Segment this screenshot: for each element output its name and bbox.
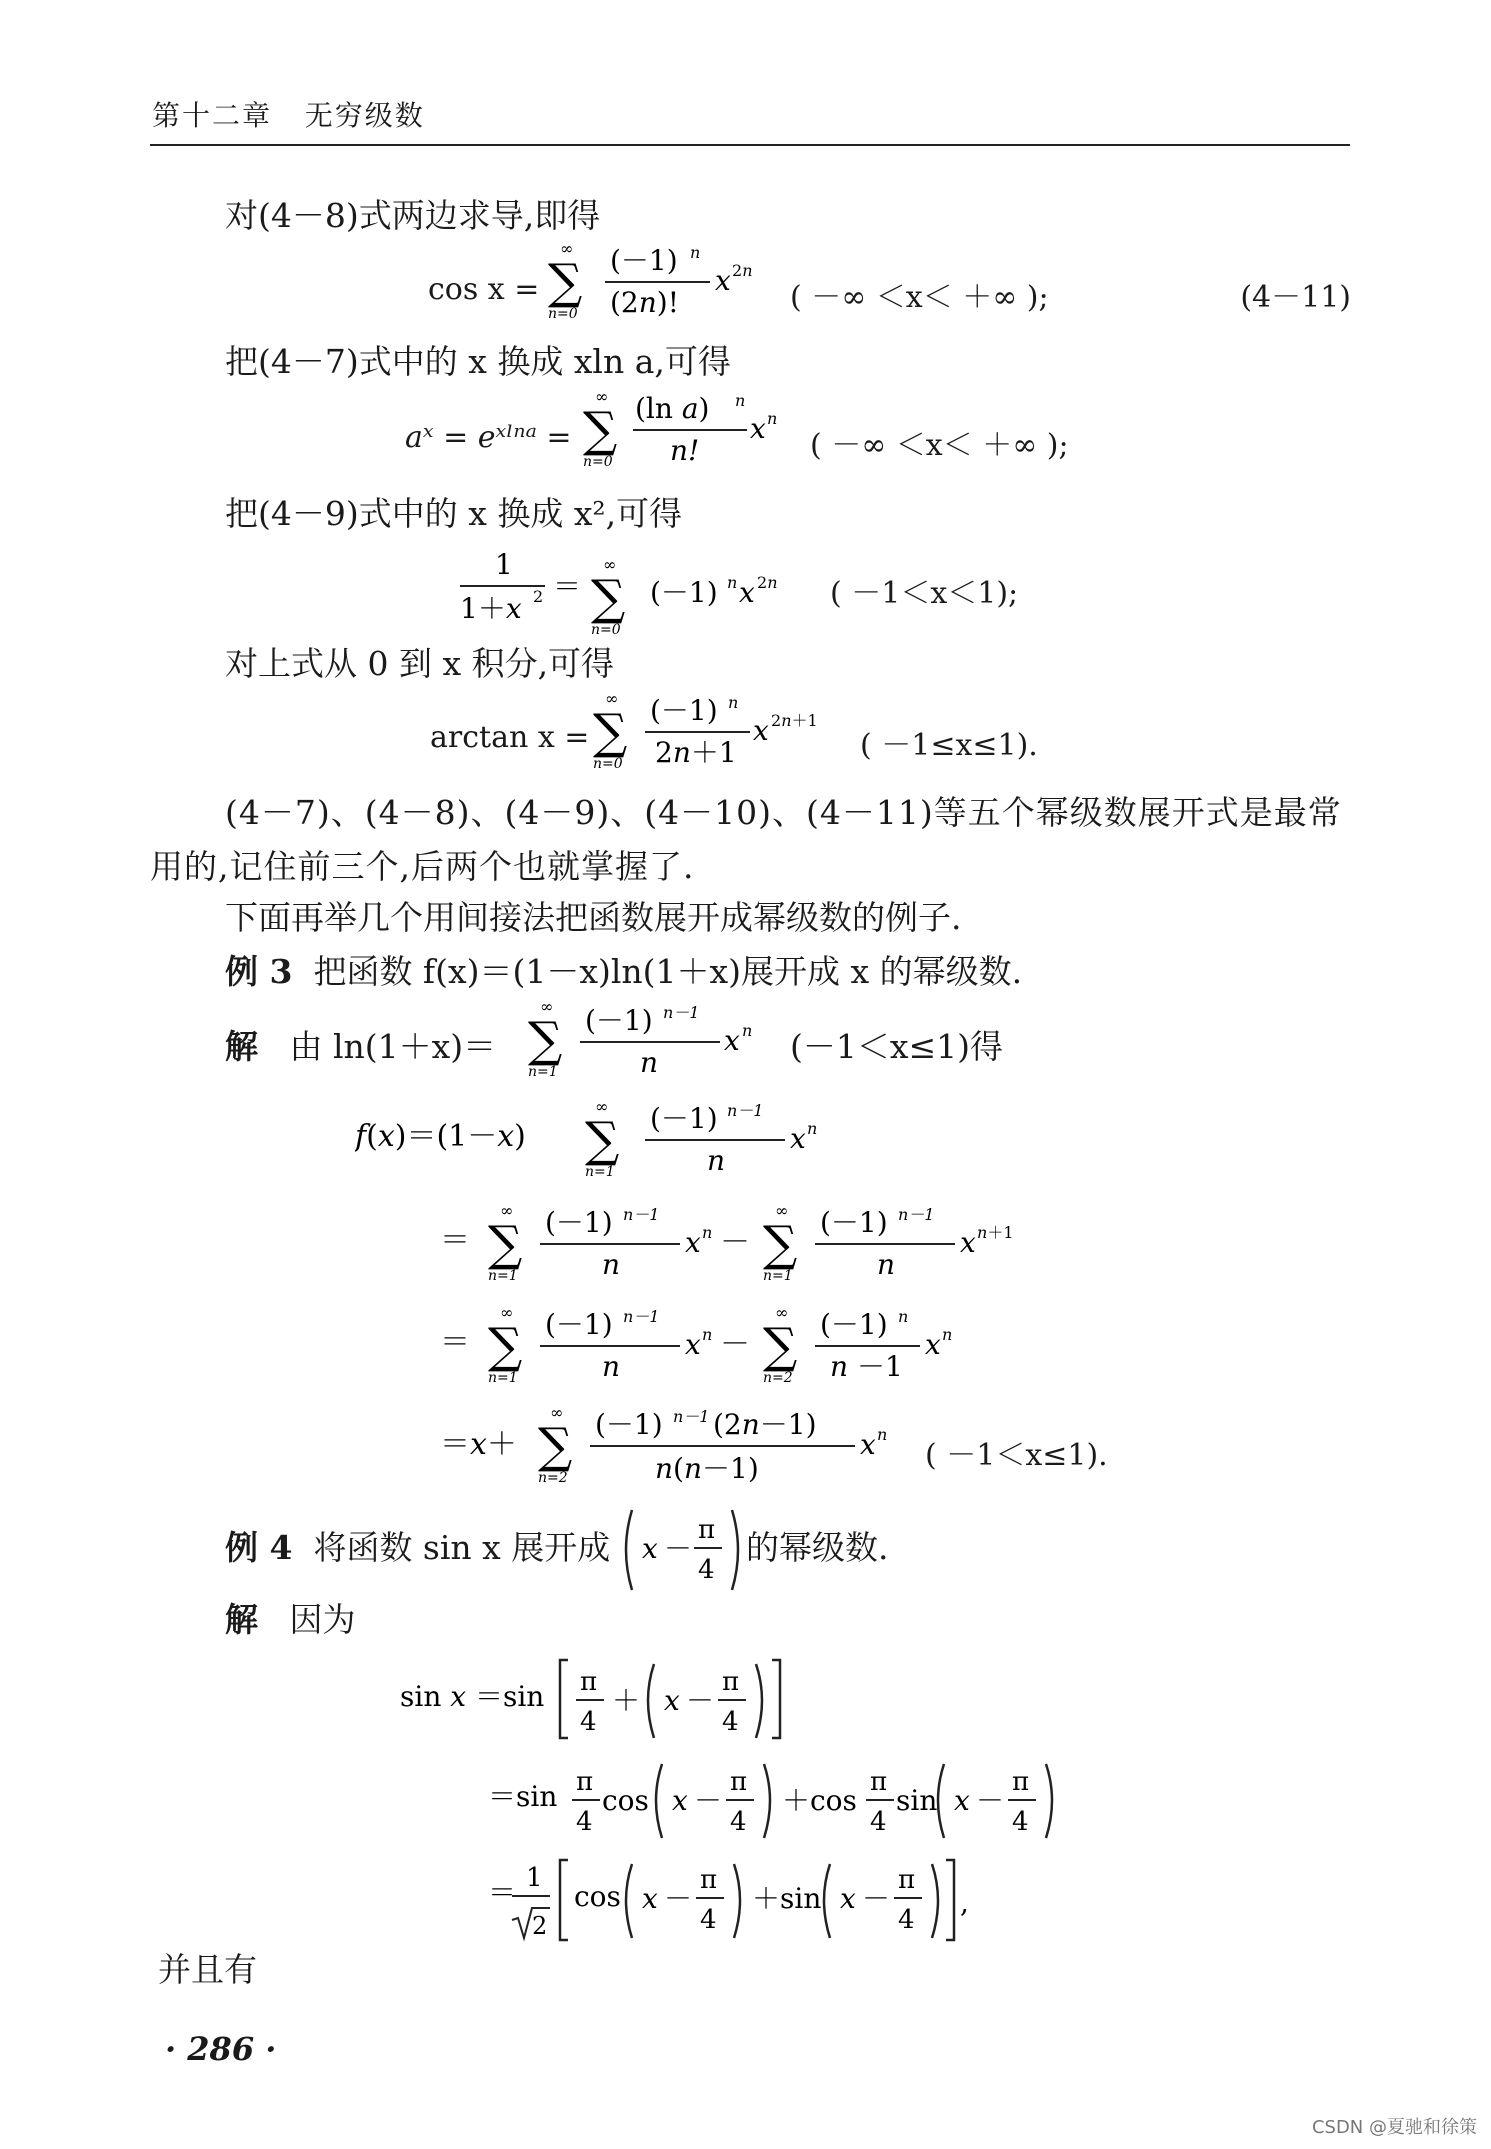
svg-text:n: n bbox=[942, 1325, 953, 1344]
svg-text:n －1: n －1 bbox=[830, 1350, 903, 1383]
svg-text:π: π bbox=[700, 1865, 718, 1895]
svg-text:x: x bbox=[954, 1784, 970, 1817]
svg-text:π: π bbox=[730, 1767, 748, 1797]
svg-text:n=0: n=0 bbox=[593, 756, 623, 772]
svg-text:4: 4 bbox=[898, 1905, 915, 1935]
eq-ax-series bbox=[575, 388, 795, 488]
eq-cos-number: (4－11) bbox=[1240, 280, 1351, 315]
svg-text:x: x bbox=[642, 1532, 658, 1565]
svg-text:∞: ∞ bbox=[500, 1201, 514, 1220]
svg-text:n: n bbox=[742, 1021, 753, 1040]
svg-text:(－1): (－1) bbox=[650, 576, 718, 609]
svg-text:n: n bbox=[602, 1350, 621, 1383]
svg-text:x: x bbox=[753, 714, 769, 747]
svg-text:n－1: n－1 bbox=[623, 1205, 660, 1224]
svg-text:＝sin: ＝sin bbox=[488, 1780, 558, 1813]
svg-text:π: π bbox=[898, 1865, 916, 1895]
svg-text:n=2: n=2 bbox=[763, 1370, 793, 1386]
eq-ln-series bbox=[520, 998, 770, 1098]
svg-text:(－1): (－1) bbox=[585, 1004, 653, 1037]
svg-text:∑: ∑ bbox=[763, 1318, 798, 1374]
svg-text:∞: ∞ bbox=[605, 690, 619, 708]
solution-4-label: 解 bbox=[225, 1600, 258, 1639]
svg-text:n=0: n=0 bbox=[591, 622, 621, 638]
svg-text:n－1: n－1 bbox=[898, 1205, 935, 1224]
svg-text:∞: ∞ bbox=[595, 1097, 609, 1116]
svg-text:4: 4 bbox=[698, 1555, 715, 1585]
sin-line-1 bbox=[400, 1660, 780, 1738]
svg-text:cos: cos bbox=[574, 1880, 621, 1913]
derivation-line-1 bbox=[355, 1097, 817, 1180]
svg-text:,: , bbox=[960, 1886, 969, 1919]
svg-text:π: π bbox=[576, 1767, 594, 1797]
text-line-2: 把(4－7)式中的 x 换成 xln a,可得 bbox=[225, 342, 731, 381]
svg-text:(－1): (－1) bbox=[820, 1206, 888, 1239]
svg-text:n－1: n－1 bbox=[663, 1003, 700, 1022]
eq-ax-lhs: aˣ = eˣˡⁿᵃ = bbox=[405, 420, 572, 455]
svg-text:(－1): (－1) bbox=[650, 694, 718, 727]
svg-text:(－1): (－1) bbox=[610, 244, 678, 277]
eq-sin-derivation bbox=[400, 1650, 1100, 1950]
svg-text:n=1: n=1 bbox=[488, 1268, 518, 1284]
example-4-label: 例 4 bbox=[225, 1528, 293, 1567]
svg-text:x: x bbox=[685, 1328, 701, 1361]
sin-line-2 bbox=[488, 1764, 1052, 1838]
svg-text:π: π bbox=[870, 1767, 888, 1797]
svg-text:4: 4 bbox=[580, 1707, 597, 1737]
svg-text:∑: ∑ bbox=[548, 254, 583, 310]
svg-text:n: n bbox=[690, 243, 701, 262]
svg-text:4: 4 bbox=[700, 1905, 717, 1935]
example-3-label: 例 3 bbox=[225, 952, 293, 991]
svg-text:－: － bbox=[862, 1882, 891, 1915]
svg-text:4: 4 bbox=[576, 1807, 593, 1837]
eq-shift-term bbox=[618, 1500, 748, 1600]
svg-text:n: n bbox=[640, 1046, 659, 1079]
svg-text:＋cos: ＋cos bbox=[782, 1784, 857, 1817]
svg-text:＝: ＝ bbox=[440, 1223, 470, 1258]
svg-text:＋sin: ＋sin bbox=[752, 1882, 822, 1915]
svg-text:4: 4 bbox=[722, 1707, 739, 1737]
svg-text:(－1): (－1) bbox=[595, 1408, 663, 1441]
svg-text:x: x bbox=[664, 1684, 680, 1717]
svg-text:4: 4 bbox=[1012, 1807, 1029, 1837]
svg-text:n: n bbox=[807, 1119, 818, 1138]
svg-text:2: 2 bbox=[533, 587, 544, 606]
svg-text:x: x bbox=[724, 1024, 740, 1057]
svg-text:n＋1: n＋1 bbox=[977, 1223, 1014, 1242]
watermark: CSDN @夏驰和徐策 bbox=[1311, 2117, 1477, 2138]
eq-arctan-series bbox=[585, 690, 845, 790]
svg-text:－: － bbox=[694, 1784, 723, 1817]
svg-text:π: π bbox=[1012, 1767, 1030, 1797]
svg-text:∞: ∞ bbox=[560, 240, 574, 258]
svg-text:∑: ∑ bbox=[488, 1318, 523, 1374]
svg-text:－: － bbox=[664, 1882, 693, 1915]
solution-3-tail: (－1＜x≤1)得 bbox=[790, 1027, 1004, 1066]
svg-text:2n＋1: 2n＋1 bbox=[771, 711, 818, 730]
eq-f-range: ( －1＜x≤1). bbox=[925, 1438, 1108, 1473]
svg-text:(－1): (－1) bbox=[820, 1308, 888, 1341]
eq-arctan-range: ( －1≤x≤1). bbox=[860, 728, 1038, 763]
svg-text:n(n－1): n(n－1) bbox=[655, 1452, 759, 1485]
svg-text:n=0: n=0 bbox=[548, 306, 578, 322]
paragraph-summary: (4－7)、(4－8)、(4－9)、(4－10)、(4－11)等五个幂级数展开式是最常用的,记住前三个,后两个也就掌握了. bbox=[150, 793, 1342, 886]
solution-4-intro bbox=[225, 1600, 355, 1640]
svg-text:(ln a): (ln a) bbox=[635, 392, 710, 425]
svg-text:x: x bbox=[790, 1122, 806, 1155]
svg-text:4: 4 bbox=[730, 1807, 747, 1837]
svg-text:∑: ∑ bbox=[528, 1012, 563, 1068]
svg-text:n=1: n=1 bbox=[763, 1268, 793, 1284]
svg-text:＝: ＝ bbox=[440, 1325, 470, 1360]
svg-text:n: n bbox=[702, 1325, 713, 1344]
header-rule bbox=[150, 144, 1350, 146]
svg-text:n=0: n=0 bbox=[583, 454, 613, 470]
svg-text:n: n bbox=[707, 1144, 726, 1177]
text-line-5: 下面再举几个用间接法把函数展开成幂级数的例子. bbox=[225, 898, 962, 937]
svg-text:x: x bbox=[925, 1328, 941, 1361]
svg-text:∑: ∑ bbox=[593, 704, 628, 760]
svg-text:－: － bbox=[686, 1684, 715, 1717]
svg-text:n: n bbox=[735, 391, 746, 410]
example-3-text: 把函数 f(x)＝(1－x)ln(1＋x)展开成 x 的幂级数. bbox=[313, 952, 1023, 991]
svg-text:n－1: n－1 bbox=[673, 1407, 710, 1426]
solution-4-text: 因为 bbox=[289, 1600, 356, 1639]
svg-text:1＋x: 1＋x bbox=[460, 592, 522, 625]
text-line-1: 对(4－8)式两边求导,即得 bbox=[225, 196, 601, 235]
svg-text:4: 4 bbox=[870, 1807, 887, 1837]
svg-text:∞: ∞ bbox=[550, 1403, 564, 1422]
svg-text:∞: ∞ bbox=[603, 555, 617, 574]
chapter-title: 无穷级数 bbox=[304, 99, 425, 132]
svg-text:f(x)＝(1－x): f(x)＝(1－x) bbox=[355, 1119, 526, 1154]
svg-text:sin: sin bbox=[896, 1784, 938, 1817]
text-line-3: 把(4－9)式中的 x 换成 x²,可得 bbox=[225, 494, 683, 533]
derivation-line-2 bbox=[440, 1201, 1014, 1284]
svg-text:1: 1 bbox=[526, 1863, 543, 1893]
svg-text:2n＋1: 2n＋1 bbox=[655, 736, 737, 769]
svg-text:2n: 2n bbox=[732, 261, 753, 280]
svg-text:＝x＋: ＝x＋ bbox=[440, 1427, 517, 1462]
svg-text:∞: ∞ bbox=[540, 998, 554, 1016]
svg-text:(2n)!: (2n)! bbox=[610, 286, 679, 319]
svg-text:x: x bbox=[750, 412, 766, 445]
page-number: · 286 · bbox=[165, 2030, 277, 2068]
chapter-label: 第十二章 bbox=[152, 99, 273, 132]
svg-text:∑: ∑ bbox=[538, 1418, 573, 1474]
svg-text:∞: ∞ bbox=[775, 1201, 789, 1220]
svg-text:n: n bbox=[728, 693, 739, 712]
svg-text:n=2: n=2 bbox=[538, 1470, 568, 1486]
svg-text:(－1): (－1) bbox=[650, 1102, 718, 1135]
svg-text:n: n bbox=[767, 409, 778, 428]
chapter-header bbox=[152, 94, 425, 134]
eq-inv-range: ( －1＜x＜1); bbox=[830, 576, 1019, 611]
svg-text:(－1): (－1) bbox=[545, 1206, 613, 1239]
svg-text:x: x bbox=[715, 264, 731, 297]
svg-text:－: － bbox=[720, 1327, 750, 1362]
example-4 bbox=[225, 1528, 610, 1568]
text-last-line: 并且有 bbox=[158, 1950, 257, 1989]
svg-text:＋: ＋ bbox=[612, 1684, 641, 1717]
svg-text:x: x bbox=[960, 1226, 976, 1259]
text-line-4: 对上式从 0 到 x 积分,可得 bbox=[225, 644, 615, 683]
svg-text:2: 2 bbox=[532, 1912, 548, 1940]
svg-text:π: π bbox=[722, 1667, 740, 1697]
svg-text:n: n bbox=[602, 1248, 621, 1281]
svg-text:∑: ∑ bbox=[583, 402, 618, 458]
svg-text:x: x bbox=[840, 1882, 856, 1915]
sin-line-3 bbox=[488, 1860, 969, 1940]
svg-text:∞: ∞ bbox=[500, 1303, 514, 1322]
solution-3-intro bbox=[225, 1027, 496, 1067]
svg-text:＝: ＝ bbox=[553, 570, 582, 603]
svg-text:n=1: n=1 bbox=[528, 1064, 558, 1080]
svg-text:π: π bbox=[580, 1667, 598, 1697]
svg-text:x: x bbox=[739, 576, 755, 609]
svg-text:n: n bbox=[877, 1425, 888, 1444]
svg-text:∑: ∑ bbox=[763, 1216, 798, 1272]
eq-cos-range: ( －∞ ＜x＜ ＋∞ ); bbox=[790, 280, 1049, 315]
svg-text:n: n bbox=[877, 1248, 896, 1281]
example-4-text-a: 将函数 sin x 展开成 bbox=[313, 1528, 611, 1567]
svg-text:x: x bbox=[860, 1428, 876, 1461]
svg-text:sin x ＝sin: sin x ＝sin bbox=[400, 1680, 545, 1713]
eq-arctan-lhs: arctan x = bbox=[430, 720, 590, 755]
svg-text:∑: ∑ bbox=[488, 1216, 523, 1272]
svg-text:x: x bbox=[642, 1882, 658, 1915]
svg-text:∞: ∞ bbox=[775, 1303, 789, 1322]
svg-text:cos: cos bbox=[602, 1784, 649, 1817]
svg-text:n－1: n－1 bbox=[727, 1101, 764, 1120]
svg-text:n: n bbox=[727, 573, 738, 592]
eq-cos-series bbox=[540, 240, 780, 340]
svg-text:x: x bbox=[672, 1784, 688, 1817]
svg-text:∑: ∑ bbox=[585, 1112, 620, 1168]
svg-text:n－1: n－1 bbox=[623, 1307, 660, 1326]
svg-text:x: x bbox=[685, 1226, 701, 1259]
svg-text:n!: n! bbox=[670, 434, 700, 467]
svg-text:π: π bbox=[698, 1515, 716, 1545]
svg-text:－: － bbox=[720, 1225, 750, 1260]
eq-cos-lhs: cos x = bbox=[428, 272, 540, 307]
svg-text:1: 1 bbox=[495, 548, 513, 581]
derivation-line-3 bbox=[440, 1303, 952, 1386]
eq-ax-range: ( －∞ ＜x＜ ＋∞ ); bbox=[810, 428, 1069, 463]
svg-text:n=1: n=1 bbox=[585, 1164, 615, 1180]
svg-text:∞: ∞ bbox=[595, 388, 609, 406]
svg-text:(2n－1): (2n－1) bbox=[713, 1408, 817, 1441]
svg-text:＝: ＝ bbox=[488, 1876, 517, 1909]
example-3 bbox=[225, 952, 1022, 992]
example-4-text-b: 的幂级数. bbox=[746, 1528, 889, 1567]
eq-inv-series bbox=[455, 540, 815, 640]
svg-text:n: n bbox=[898, 1307, 909, 1326]
svg-text:－: － bbox=[976, 1784, 1005, 1817]
svg-text:2n: 2n bbox=[757, 573, 778, 592]
solution-3-label: 解 bbox=[225, 1027, 258, 1066]
svg-text:－: － bbox=[664, 1532, 693, 1565]
solution-3-text: 由 ln(1＋x)＝ bbox=[289, 1027, 497, 1066]
derivation-line-4 bbox=[440, 1403, 887, 1486]
svg-text:n=1: n=1 bbox=[488, 1370, 518, 1386]
svg-text:(－1): (－1) bbox=[545, 1308, 613, 1341]
svg-text:n: n bbox=[702, 1223, 713, 1242]
svg-text:∑: ∑ bbox=[591, 570, 626, 626]
